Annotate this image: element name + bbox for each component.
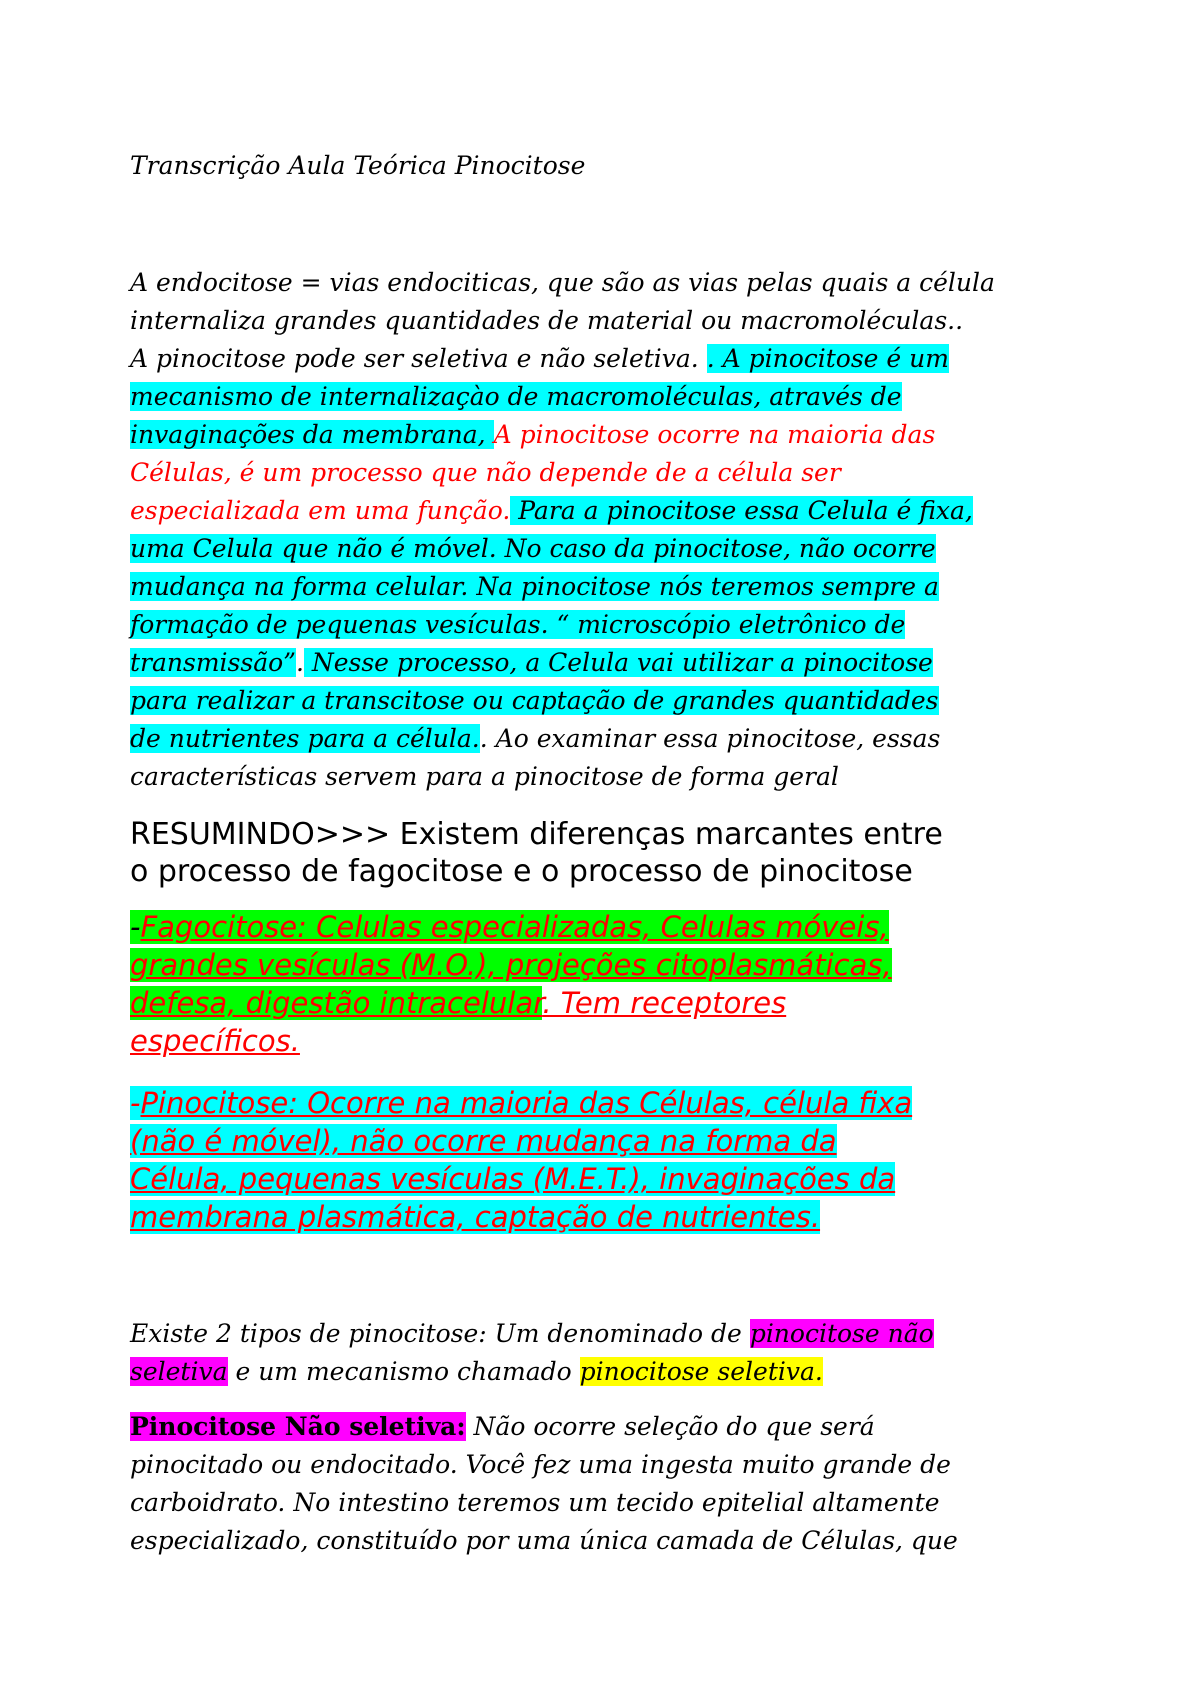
intro-line: A endocitose = vias endociticas, que são as vias pelas quais a célula [130,268,995,297]
intro-line: A pinocitose pode ser seletiva e não seletiva. . A pinocitose é um [130,344,949,373]
intro-paragraph [130,264,1070,796]
red-text: Células, é um processo que não depende de a célula ser [130,458,841,487]
highlight-green: grandes vesículas (M.O.), projeções citoplasmáticas, [130,948,892,982]
intro-line [130,454,1070,492]
tipos-line: seletiva e um mecanismo chamado pinocitose seletiva. [130,1357,823,1386]
pinocitose-line [130,1084,1070,1122]
nao-seletiva-paragraph [130,1408,1070,1560]
pinocitose-line [130,1160,1070,1198]
highlight-cyan: Célula, pequenas vesículas (M.E.T.), invaginações da [130,1162,896,1196]
fagocitose-line [130,946,1070,984]
fagocitose-line: específicos. [130,1024,300,1058]
intro-line: características servem para a pinocitose de forma geral [130,762,839,791]
fagocitose-line: defesa, digestão intracelular. Tem receptores [130,986,787,1020]
highlight-cyan: Para a pinocitose essa Celula é fixa, [510,496,973,525]
highlight-green: defesa, digestão intracelular [130,986,543,1020]
highlight-cyan: invaginações da membrana, [130,420,494,449]
pinocitose-line [130,1122,1070,1160]
intro-line [130,492,1070,530]
nao-seletiva-heading: Pinocitose Não seletiva: [130,1412,466,1441]
highlight-yellow: pinocitose seletiva. [579,1357,823,1386]
highlight-cyan: mecanismo de internalizaçào de macromoléculas, através de [130,382,902,411]
highlight-cyan: uma Celula que não é móvel. No caso da pinocitose, não ocorre [130,534,936,563]
highlight-cyan: . A pinocitose é um [706,344,949,373]
intro-line [130,530,1070,568]
intro-line [130,682,1070,720]
pinocitose-summary [130,1084,1070,1236]
intro-line [130,378,1070,416]
highlight-cyan: para realizar a transcitose ou captação de grandes quantidades [130,686,939,715]
red-text: especializada em uma função. [130,496,511,525]
highlight-cyan: membrana plasmática, captação de nutrientes. [130,1200,821,1234]
summary-heading: RESUMINDO>>> Existem diferenças marcantes entre o processo de fagocitose e o processo de pinocitose [130,817,943,889]
red-text: A pinocitose ocorre na maioria das [493,420,936,449]
highlight-cyan: Nesse processo, a Celula vai utilizar a pinocitose [303,648,933,677]
highlight-green: -Fagocitose: Celulas especializadas, Celulas móveis, [130,910,889,944]
highlight-cyan: mudança na forma celular. Na pinocitose nós teremos sempre a [130,572,939,601]
nao-seletiva-line: especializado, constituído por uma única camada de Células, que [130,1526,958,1555]
document-title: Transcrição Aula Teórica Pinocitose [130,151,586,180]
fagocitose-line [130,908,1070,946]
highlight-cyan: (não é móvel), não ocorre mudança na forma da [130,1124,837,1158]
highlight-magenta: pinocitose não [749,1319,934,1348]
fagocitose-summary [130,908,1070,1060]
highlight-cyan: formação de pequenas vesículas. “ microscópio eletrônico de [130,610,906,639]
pinocitose-line [130,1198,1070,1236]
intro-line: de nutrientes para a célula.. Ao examinar essa pinocitose, essas [130,724,941,753]
nao-seletiva-line: Pinocitose Não seletiva: Não ocorre seleção do que será [130,1412,875,1441]
highlight-cyan: transmissão” [130,648,296,677]
intro-line: transmissão”. Nesse processo, a Celula vai utilizar a pinocitose [130,648,933,677]
nao-seletiva-line: carboidrato. No intestino teremos um tecido epitelial altamente [130,1488,940,1517]
nao-seletiva-line: pinocitado ou endocitado. Você fez uma ingesta muito grande de [130,1450,951,1479]
intro-line: internaliza grandes quantidades de material ou macromoléculas.. [130,306,964,335]
highlight-magenta: seletiva [130,1357,228,1386]
tipos-paragraph [130,1315,1070,1391]
intro-line [130,606,1070,644]
tipos-line: Existe 2 tipos de pinocitose: Um denominado de pinocitose não [130,1319,934,1348]
intro-line [130,568,1070,606]
intro-line [130,416,1070,454]
highlight-cyan: -Pinocitose: Ocorre na maioria das Células, célula fixa [130,1086,913,1120]
highlight-cyan: de nutrientes para a célula. [130,724,480,753]
